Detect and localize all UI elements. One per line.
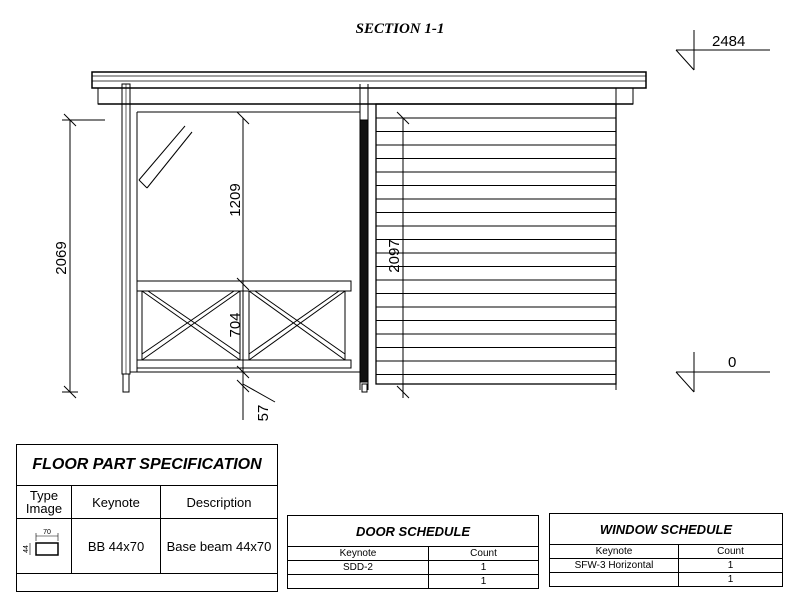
door-total-blank xyxy=(288,575,429,589)
dim-label-2097: 2097 xyxy=(386,239,403,273)
dim-1209-704 xyxy=(237,112,275,420)
level-marker-ground xyxy=(676,352,770,392)
floor-part-specification-table xyxy=(16,444,278,592)
dim-label-2069: 2069 xyxy=(53,241,70,275)
beam-dim-h: 44 xyxy=(23,544,30,553)
door-header-keynote: Keynote xyxy=(288,547,429,561)
dim-label-1209: 1209 xyxy=(227,183,244,217)
window-row-keynote: SFW-3 Horizontal xyxy=(550,559,679,573)
header-type-image: Type Image xyxy=(17,486,72,519)
keynote-cell: BB 44x70 xyxy=(72,519,161,574)
window-schedule-title: WINDOW SCHEDULE xyxy=(550,514,783,545)
roof xyxy=(92,72,646,104)
description-cell: Base beam 44x70 xyxy=(161,519,278,574)
window-row-count: 1 xyxy=(679,559,783,573)
window-header-count: Count xyxy=(679,545,783,559)
door-header-count: Count xyxy=(429,547,539,561)
door-total-count: 1 xyxy=(429,575,539,589)
level-label-ground: 0 xyxy=(728,354,737,371)
door-row-count: 1 xyxy=(429,561,539,575)
base-beam-profile-icon xyxy=(22,527,66,563)
header-keynote: Keynote xyxy=(72,486,161,519)
door-schedule-title: DOOR SCHEDULE xyxy=(288,516,539,547)
floor-table-title: FLOOR PART SPECIFICATION xyxy=(17,445,278,486)
window-total-blank xyxy=(550,573,679,587)
log-wall xyxy=(376,88,616,390)
dim-label-704: 704 xyxy=(227,312,244,338)
porch-railing xyxy=(137,281,351,368)
type-image-cell xyxy=(17,519,72,574)
section-title: SECTION 1-1 xyxy=(355,21,445,37)
floor-table-blank-row xyxy=(17,574,278,592)
porch-opening xyxy=(130,112,360,372)
door-row-keynote: SDD-2 xyxy=(288,561,429,575)
header-description: Description xyxy=(161,486,278,519)
door-edge xyxy=(360,84,368,392)
porch-post xyxy=(122,84,130,392)
door-schedule-table xyxy=(287,515,539,589)
beam-dim-w: 70 xyxy=(43,528,51,536)
window-header-keynote: Keynote xyxy=(550,545,679,559)
dim-label-57: 57 xyxy=(255,404,272,422)
window-schedule-table xyxy=(549,513,783,587)
level-label-top: 2484 xyxy=(712,33,746,50)
window-total-count: 1 xyxy=(679,573,783,587)
